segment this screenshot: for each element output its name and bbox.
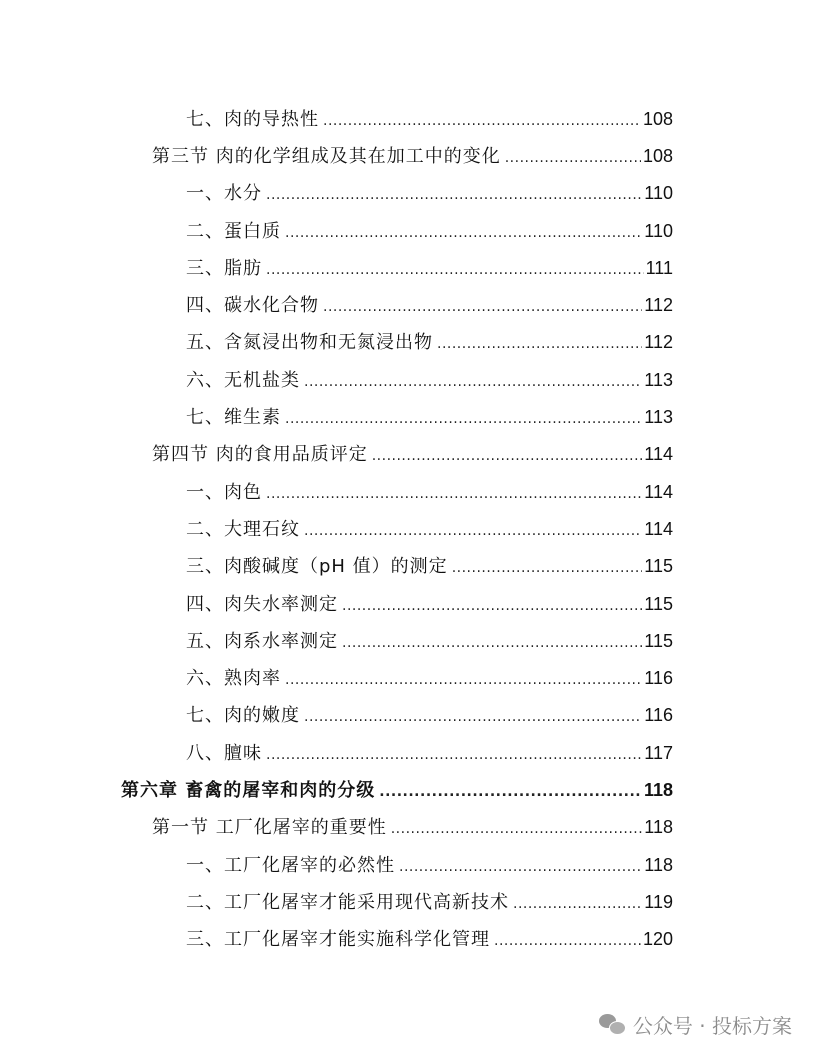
toc-entry-page-number: 120 <box>642 929 673 950</box>
toc-entry-item[interactable] <box>0 287 816 324</box>
toc-entry-item[interactable] <box>0 176 816 213</box>
toc-entry-page-number: 116 <box>644 668 673 689</box>
toc-entry-item[interactable] <box>0 735 816 772</box>
dot-leader <box>285 671 642 689</box>
toc-entry-title: 二、蛋白质 <box>186 220 281 242</box>
dot-leader <box>399 858 642 876</box>
toc-entry-page-number: 111 <box>645 257 673 278</box>
toc-entry-page-number: 110 <box>644 183 673 204</box>
toc-entry-item[interactable] <box>0 362 816 399</box>
dot-leader <box>285 410 642 428</box>
toc-entry-page-number: 114 <box>644 518 673 539</box>
toc-entry-page-number: 112 <box>644 332 673 353</box>
dot-leader <box>285 224 642 242</box>
toc-entry-page-number: 117 <box>644 742 673 763</box>
dot-leader <box>266 186 642 204</box>
toc-entry-item[interactable] <box>0 847 816 884</box>
toc-entry-item[interactable] <box>0 101 816 138</box>
dot-leader <box>304 522 642 540</box>
toc-entry-item[interactable] <box>0 399 816 436</box>
dot-leader <box>391 820 643 838</box>
toc-entry-page-number: 118 <box>644 854 673 875</box>
toc-entry-item[interactable] <box>0 623 816 660</box>
dot-leader <box>323 298 642 316</box>
dot-leader <box>513 895 642 913</box>
toc-entry-page-number: 110 <box>644 220 673 241</box>
toc-entry-title: 七、维生素 <box>186 407 281 429</box>
toc-entry-item[interactable] <box>0 586 816 623</box>
toc-entry-page-number: 115 <box>644 630 673 651</box>
toc-entry-page-number: 115 <box>644 593 673 614</box>
toc-entry-title: 八、膻味 <box>186 742 262 764</box>
toc-entry-title: 二、工厂化屠宰才能采用现代高新技术 <box>186 891 509 913</box>
dot-leader <box>452 559 643 577</box>
toc-entry-page-number: 115 <box>644 556 673 577</box>
toc-entry-page-number: 114 <box>644 444 673 465</box>
toc-entry-title: 六、熟肉率 <box>186 668 281 690</box>
toc-entry-page-number: 118 <box>643 779 673 800</box>
toc-entry-item[interactable] <box>0 922 816 959</box>
toc-entry-title: 第六章 畜禽的屠宰和肉的分级 <box>121 779 376 801</box>
toc-entry-page-number: 114 <box>644 481 673 502</box>
toc-entry-page-number: 113 <box>644 369 673 390</box>
dot-leader <box>266 261 644 279</box>
watermark <box>599 1010 792 1039</box>
toc-entry-item[interactable] <box>0 250 816 287</box>
toc-entry-section[interactable] <box>0 810 816 847</box>
toc-entry-page-number: 116 <box>644 705 673 726</box>
dot-leader <box>494 932 641 950</box>
toc-entry-item[interactable] <box>0 660 816 697</box>
dot-leader <box>266 485 642 503</box>
toc-entry-page-number: 118 <box>644 817 673 838</box>
toc-entry-title: 三、脂肪 <box>186 257 262 279</box>
toc-entry-item[interactable] <box>0 698 816 735</box>
toc-entry-page-number: 119 <box>644 891 673 912</box>
toc-entry-page-number: 108 <box>642 108 673 129</box>
toc-entry-title: 五、含氮浸出物和无氮浸出物 <box>186 332 433 354</box>
toc-entry-title: 三、肉酸碱度（pH 值）的测定 <box>186 556 448 578</box>
toc-entry-title: 五、肉系水率测定 <box>186 630 338 652</box>
toc-entry-title: 第四节 肉的食用品质评定 <box>152 444 368 466</box>
toc-entry-page-number: 112 <box>644 295 673 316</box>
dot-leader <box>342 634 642 652</box>
toc-entry-page-number: 113 <box>644 407 673 428</box>
dot-leader <box>304 708 642 726</box>
dot-leader <box>379 783 642 801</box>
toc-entry-item[interactable] <box>0 884 816 921</box>
toc-entry-page-number: 108 <box>642 145 673 166</box>
toc-entry-title: 六、无机盐类 <box>186 369 300 391</box>
wechat-icon <box>599 1014 625 1036</box>
toc-entry-title: 四、肉失水率测定 <box>186 593 338 615</box>
watermark-text: 公众号 · 投标方案 <box>632 1014 792 1038</box>
toc-entry-title: 二、大理石纹 <box>186 518 300 540</box>
toc-entry-title: 一、肉色 <box>186 481 262 503</box>
toc-entry-title: 七、肉的嫩度 <box>186 705 300 727</box>
toc-entry-item[interactable] <box>0 474 816 511</box>
toc-entry-section[interactable] <box>0 437 816 474</box>
toc-entry-item[interactable] <box>0 213 816 250</box>
dot-leader <box>342 597 642 615</box>
toc-entry-title: 三、工厂化屠宰才能实施科学化管理 <box>186 929 490 951</box>
dot-leader <box>372 447 643 465</box>
toc-entry-item[interactable] <box>0 325 816 362</box>
toc-entry-title: 一、水分 <box>186 183 262 205</box>
toc-entry-title: 第一节 工厂化屠宰的重要性 <box>152 817 387 839</box>
toc-entry-title: 第三节 肉的化学组成及其在加工中的变化 <box>152 145 501 167</box>
toc-entry-section[interactable] <box>0 138 816 175</box>
toc-entry-chapter[interactable] <box>0 772 816 809</box>
toc-entry-title: 一、工厂化屠宰的必然性 <box>186 854 395 876</box>
toc-entry-item[interactable] <box>0 511 816 548</box>
dot-leader <box>266 746 642 764</box>
toc-entry-title: 七、肉的导热性 <box>186 108 319 130</box>
dot-leader <box>323 112 641 130</box>
table-of-contents <box>0 101 816 959</box>
dot-leader <box>437 335 642 353</box>
dot-leader <box>505 149 641 167</box>
toc-entry-title: 四、碳水化合物 <box>186 295 319 317</box>
dot-leader <box>304 373 642 391</box>
toc-entry-item[interactable] <box>0 549 816 586</box>
